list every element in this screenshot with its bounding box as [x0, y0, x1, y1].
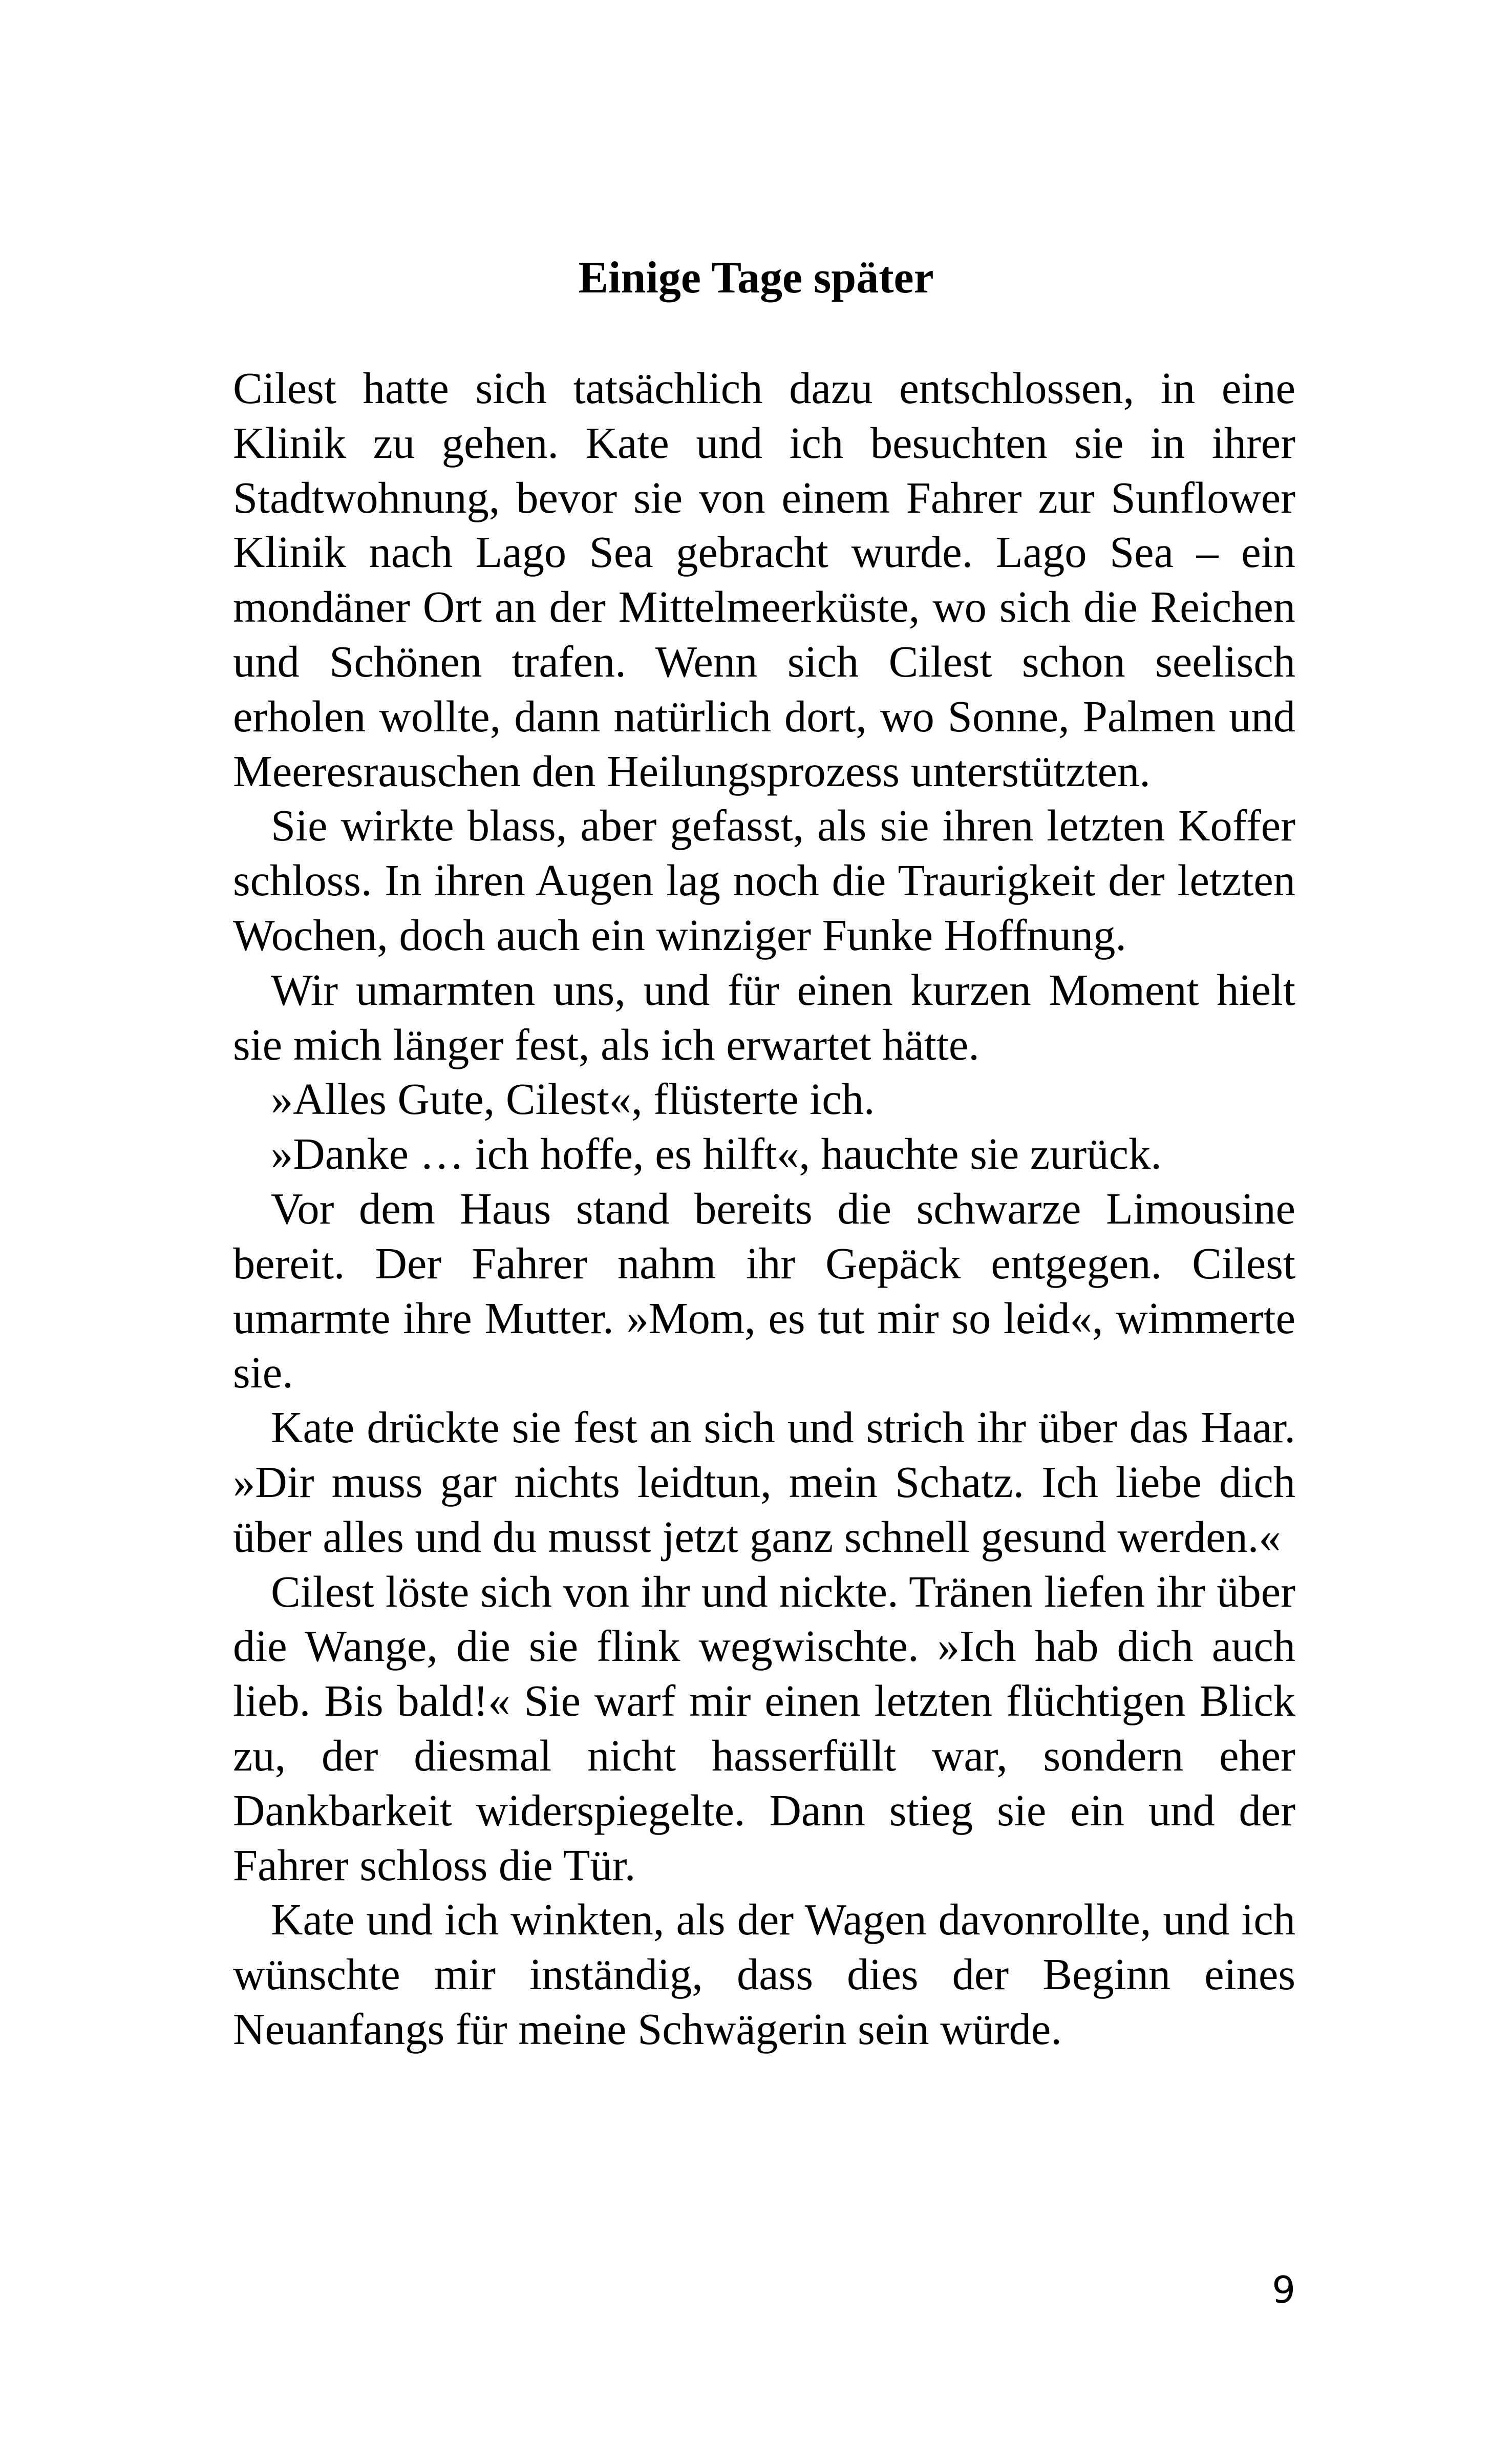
paragraph: Cilest hatte sich tatsächlich dazu entschlossen, in eine Klinik zu gehen. Kate und ich besuchten sie in ihrer Stadtwohnung, bevor sie von einem Fahrer zur Sunflower Klinik nach Lago Sea gebracht wurde. Lago Sea – ein mondäner Ort an der Mittelmeerküste, wo sich die Reichen und Schönen trafen. Wenn sich Cilest schon seelisch erholen wollte, dann natürlich dort, wo Sonne, Palmen und Meeresrauschen den Heilungsprozess unterstützten.: [233, 364, 1295, 796]
paragraph: Wir umarmten uns, und für einen kurzen Moment hielt sie mich länger fest, als ich erwartet hätte.: [233, 965, 1295, 1069]
paragraph: »Danke … ich hoffe, es hilft«, hauchte sie zurück.: [271, 1129, 1162, 1179]
paragraph: »Alles Gute, Cilest«, flüsterte ich.: [271, 1074, 875, 1124]
paragraph: Sie wirkte blass, aber gefasst, als sie ihren letzten Koffer schloss. In ihren Augen lag noch die Traurigkeit der letzten Wochen, doch auch ein winziger Funke Hoffnung.: [233, 801, 1295, 960]
paragraph: Kate drückte sie fest an sich und strich ihr über das Haar. »Dir muss gar nichts leidtun, mein Schatz. Ich liebe dich über alles und du musst jetzt ganz schnell gesund werden.«: [233, 1403, 1295, 1562]
paragraph: Vor dem Haus stand bereits die schwarze Limousine bereit. Der Fahrer nahm ihr Gepäck entgegen. Cilest umarmte ihre Mutter. »Mom, es tut mir so leid«, wimmerte sie.: [233, 1184, 1295, 1398]
paragraph: Kate und ich winkten, als der Wagen davonrollte, und ich wünschte mir inständig, dass dies der Beginn eines Neuanfangs für meine Schwägerin sein würde.: [233, 1895, 1295, 2054]
body-text: [233, 361, 1295, 2057]
page-number: 9: [1272, 2268, 1295, 2311]
paragraph: Cilest löste sich von ihr und nickte. Tränen liefen ihr über die Wange, die sie flink wegwischte. »Ich hab dich auch lieb. Bis bald!« Sie warf mir einen letzten flüchtigen Blick zu, der diesmal nicht hasserfüllt war, sondern eher Dankbarkeit widerspiegelte. Dann stieg sie ein und der Fahrer schloss die Tür.: [233, 1567, 1295, 1890]
chapter-title: Einige Tage später: [578, 253, 934, 303]
